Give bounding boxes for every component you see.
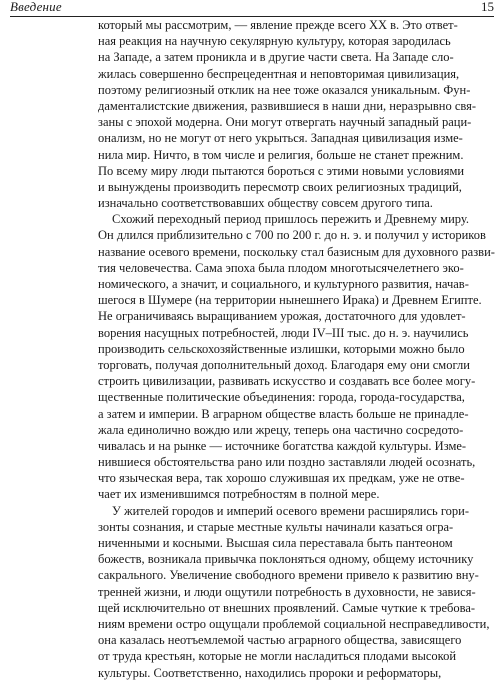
text-line: на Западе, а затем проникла и в другие части света. На Западе сло- — [98, 50, 454, 65]
text-line: нила мир. Ничто, в том числе и религия, больше не станет прежним. — [98, 147, 464, 162]
text-line: строить цивилизации, развивать искусство и создавать все более могу- — [98, 374, 476, 389]
text-line: Не ограничиваясь выращиванием урожая, достаточного для удовлет- — [98, 309, 466, 324]
text-line: онализм, но не могут от него укрыться. Западная цивилизация изме- — [98, 131, 463, 146]
text-line: щественные политические объединения: города, города-государства, — [98, 390, 465, 405]
paragraph — [98, 17, 477, 211]
text-line: щей исключительно от внешних проявлений. Самые чуткие к требова- — [98, 600, 476, 615]
text-line: жала единолично вождю или жрецу, теперь она частично сосредото- — [98, 422, 464, 437]
text-line: даменталистские движения, развившиеся в наши дни, неразрывно свя- — [98, 98, 477, 113]
section-title: Введение — [10, 0, 62, 14]
text-line: Схожий переходный период пришлось пережить и Древнему миру. — [112, 212, 469, 227]
text-line: ниям времени остро ощущали проблемой социальной несправедливости, — [98, 616, 490, 631]
paragraph — [98, 503, 490, 681]
text-line: и вынуждены производить пересмотр своих религиозных традиций, — [98, 179, 462, 194]
text-line: ниченными и косными. Высшая сила переставала быть пантеоном — [98, 536, 453, 550]
text-line: от труда крестьян, которые не могли насладиться плодами высокой — [98, 649, 457, 664]
text-line: производить сельскохозяйственные излишки, которыми можно было — [98, 341, 465, 356]
text-line: тия человечества. Сама эпоха была плодом многотысячелетнего эко- — [98, 260, 464, 275]
text-line: чает их изменившимся потребностям в полной мере. — [98, 487, 380, 502]
text-line: шегося в Шумере (на территории нынешнего Ирака) и Древнем Египте. — [98, 293, 482, 308]
text-line: тренней жизни, и люди ощутили потребность в духовности, не завися- — [98, 584, 476, 599]
text-line: поэтому религиозный отклик на нее тоже оказался уникальным. Фун- — [98, 82, 471, 97]
running-head — [10, 0, 494, 17]
text-line: что языческая вера, так хорошо служившая их предкам, уже не отве- — [98, 471, 465, 486]
paragraph — [98, 211, 495, 502]
text-line: чивалась и на рынке — источнике богатства каждой культуры. Изме- — [98, 438, 467, 453]
text-line: который мы рассмотрим, — явление прежде всего XX в. Это ответ- — [98, 18, 458, 32]
text-line: ворения насущных потребностей, люди IV–III тыс. до н. э. научились — [98, 325, 469, 340]
text-line: изначально соответствовавших обществу совсем другого типа. — [98, 196, 433, 211]
text-line: зонты сознания, и старые местные культы начинали казаться огра- — [98, 519, 454, 534]
text-line: культуры. Соответственно, находились пророки и реформаторы, — [98, 665, 442, 680]
text-line: Он длился приблизительно с 700 по 200 г. до н. э. и получил у историков — [98, 228, 486, 243]
text-line: торговать, получая дополнительный доход. Благодаря ему они смогли — [98, 357, 470, 372]
page-number: 15 — [481, 0, 494, 14]
text-line: У жителей городов и империй осевого времени расширялись гори- — [112, 503, 470, 518]
text-line: а затем и империи. В аграрном обществе власть больше не принадле- — [98, 406, 469, 421]
text-line: название осевого времени, поскольку стал базисным для духовного разви- — [98, 244, 495, 259]
text-line: номического, а значит, и социального, и культурного развития, начав- — [98, 277, 469, 291]
text-line: божеств, возникала привычка поклоняться одному, общему источнику — [98, 552, 474, 567]
text-line: нившиеся обстоятельства рано или поздно заставляли людей осознать, — [98, 455, 476, 470]
text-line: По всему миру люди пытаются бороться с этими новыми условиями — [98, 163, 465, 178]
body-text — [98, 17, 495, 681]
text-line: жилась совершенно беспрецедентная и неповторимая цивилизация, — [98, 66, 460, 81]
text-line: заны с эпохой модерна. Они могут отвергать научный западный раци- — [98, 115, 472, 130]
text-line: она казалась неотъемлемой частью аграрного общества, зависящего — [98, 633, 462, 648]
text-line: ная реакция на научную секулярную культуру, которая зародилась — [98, 34, 451, 49]
text-line: сакрального. Увеличение свободного времени привело к развитию вну- — [98, 568, 479, 583]
